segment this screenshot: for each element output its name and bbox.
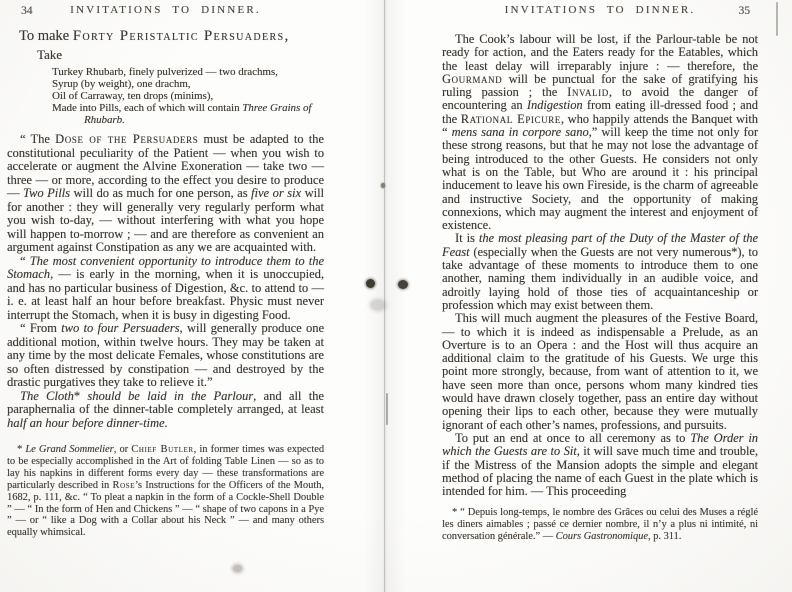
page-left	[7, 0, 324, 539]
body-text-left	[7, 133, 324, 430]
body-paragraph: “ The Dose of the Persuaders must be adapted to the constitutional peculiarity of the Patient — when you wish to accelerate or augment the Alvine Exoneration — take two — three — or more, according to the effect you desire to produce — Two Pills will do as much for one person, as five or six will for another : they will generally very regularly perform what you wish to-day, — without interfering with what you hope will happen to-morrow ; — and are therefore as convenient an argument against Constipation as any we are acquainted with.	[7, 132, 325, 254]
ink-speck	[398, 280, 408, 289]
footnote-paragraph: * “ Depuis long-temps, le nombre des Grâces ou celui des Muses a réglé les diners aimables ; passé ce dernier nombre, il n’y a plus ni intimité, ni conversation générale.” — Cours Gastronomique, p. 311.	[442, 507, 758, 543]
body-paragraph: To put an end at once to all ceremony as to The Order in which the Guests are to Sit, it will save much time and trouble, if the Mistress of the Mansion adopts the simple and elegant method of placing the name of each Guest in the plate which is intended for him. — This proceeding	[442, 430, 759, 499]
page-number-right: 35	[738, 5, 750, 17]
scan-edge-mark	[776, 2, 778, 36]
body-paragraph: “ From two to four Persuaders, will generally produce one additional motion, within twelve hours. They may be taken at any time by the most delicate Females, whose constitutions are so often distressed by constipation — and destroyed by the drastic purgatives they take to relieve it.”	[7, 321, 324, 389]
recipe-line: Made into Pills, each of which will contain Three Grains of Rhubarb.	[52, 102, 312, 126]
page-gutter-shadow	[364, 0, 406, 592]
running-title-left: INVITATIONS TO DINNER.	[70, 4, 261, 16]
scan-smudge	[371, 300, 385, 310]
page-header-right	[442, 4, 758, 17]
body-paragraph: “ The most convenient opportunity to introduce them to the Stomach, — is early in the morning, when it is unoccupied, and has no particular business of Digestion, &c. to attend to — i. e. at least half an hour before breakfast. Physic must never interrupt the Stomach, when it is busy in digesting Food.	[7, 253, 324, 322]
ink-speck	[381, 183, 385, 188]
running-title-right: INVITATIONS TO DINNER.	[504, 4, 696, 16]
footnote-left	[7, 444, 324, 539]
page-right	[442, 0, 758, 543]
page-header-left	[7, 4, 324, 17]
footnote-right	[442, 507, 758, 543]
recipe-heading: To make Forty Peristaltic Persuaders,	[19, 28, 290, 44]
body-paragraph: The Cook’s labour will be lost, if the Parlour-table be not ready for action, and the Eaters ready for the Eatables, which the least delay will irreparably injure : — therefore, the Gourmand will be punctual for the sake of gratifying his ruling passion ; the Invalid, to avoid the danger of encountering an Indigestion from eating ill-dressed food ; and the Rational Epicure, who happily attends the Banquet with “ mens sana in corpore sano,” will keep the time not only for these strong reasons, but that he may not lose the advantage of being introduced to the other Guests. He considers not only what is on the Table, but Who are around it : his principal inducement to leave his own Fireside, is the charm of agreeable and instructive Society, and the opportunity of making connexions, which may augment the interest and enjoyment of existence.	[442, 32, 758, 233]
body-text-right	[442, 33, 758, 498]
take-label: Take	[37, 47, 63, 62]
scan-scratch	[386, 393, 388, 425]
recipe-list	[52, 66, 324, 126]
footnote-paragraph: * Le Grand Sommelier, or Chief Butler, in former times was expected to be especially accomplished in the Art of folding Table Linen — so as to lay his napkins in different forms every day — these transformations are particularly described in Rose’s Instructions for the Officers of the Mouth, 1682, p. 111, &c. “ To pleat a napkin in the form of a Cockle-Shell Double ” — “ In the form of Hen and Chickens ” — “ shape of two capons in a Pye ” — or “ like a Dog with a Collar about his Neck ” — and many others equally whimsical.	[7, 444, 325, 539]
ink-speck	[366, 279, 375, 288]
page-gutter-line	[384, 0, 385, 592]
body-paragraph: This will much augment the pleasures of the Festive Board, — to which it is indeed as indispensable a Prelude, as an Overture is to an Opera : and the Host will thus acquire an additional claim to the gratitude of his Guests. We urge this point more strongly, because, from want of attention to it, we have seen more than once, persons whom many kindred ties would have drawn closely together, pass an entire day without opening their lips to each other, because they were mutually ignorant of each other’s names, professions, and pursuits.	[442, 311, 758, 432]
body-paragraph: It is the most pleasing part of the Duty of the Master of the Feast (especially when the Guests are not very numerous*), to take advantage of these moments to introduce them to one another, naming them individually in an audible voice, and adroitly laying hold of those ties of acquaintanceship or profession which may exist between them.	[442, 231, 758, 312]
scan-smudge	[233, 565, 242, 572]
recipe-line: Turkey Rhubarb, finely pulverized — two drachms,	[52, 66, 278, 78]
recipe-line: Syrup (by weight), one drachm,	[52, 78, 191, 90]
body-paragraph: The Cloth* should be laid in the Parlour, and all the paraphernalia of the dinner-table completely arranged, at least half an hour before dinner-time.	[7, 388, 324, 430]
recipe-line: Oil of Carraway, ten drops (minims),	[52, 90, 214, 102]
page-number-left: 34	[21, 5, 33, 17]
